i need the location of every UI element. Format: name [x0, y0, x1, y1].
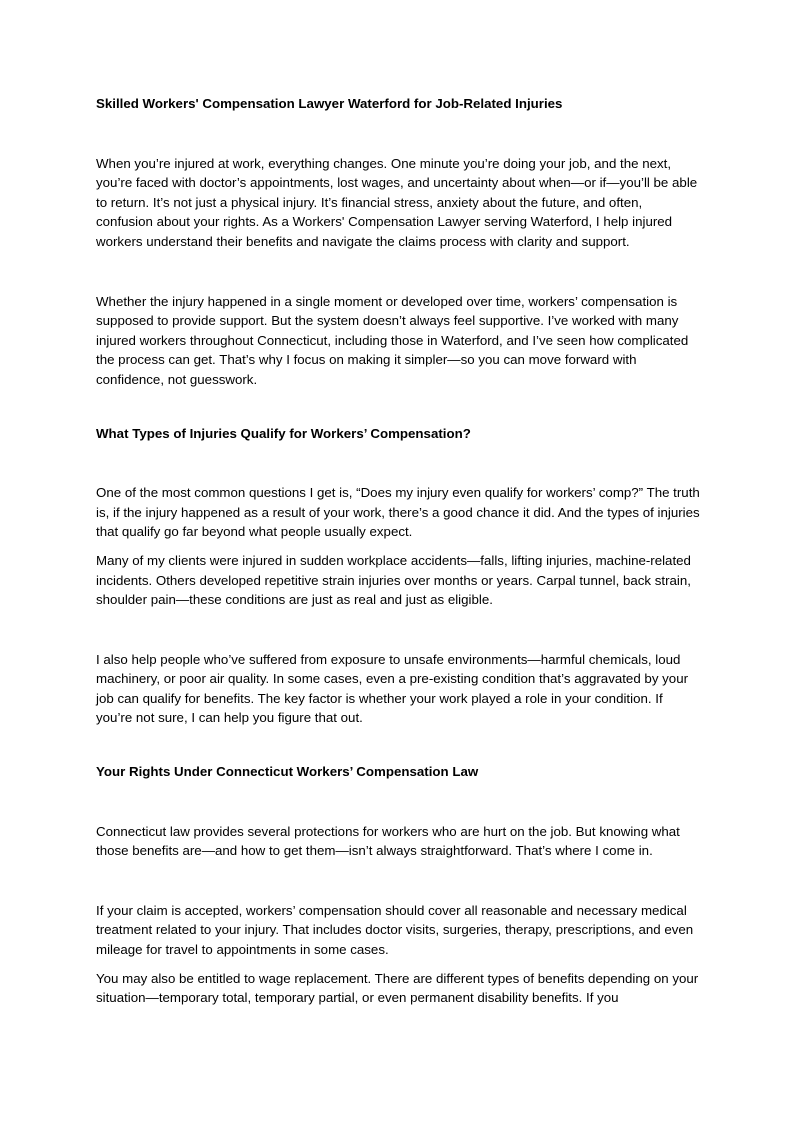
section1-paragraph-2: Many of my clients were injured in sudden workplace accidents—falls, lifting injuries, machine-related incidents. Others developed repetitive strain injuries over months or years. Carpal tunnel, back strain, shoulder pain—these conditions are just as real and just as eligible. — [96, 552, 691, 608]
section2-paragraph-3: You may also be entitled to wage replacement. There are different types of benefits depending on your situation—temporary total, temporary partial, or even permanent disability benefits. If you — [96, 970, 699, 1006]
intro-paragraph-2: Whether the injury happened in a single moment or developed over time, workers’ compensation is supposed to provide support. But the system doesn’t always feel supportive. I’ve worked with many injured workers throughout Connecticut, including those in Waterford, and I’ve seen how complicated the process can get. That’s why I focus on making it simpler—so you can move forward with confidence, not guesswork. — [96, 293, 689, 387]
section1-paragraph-1: One of the most common questions I get is, “Does my injury even qualify for workers’ comp?” The truth is, if the injury happened as a result of your work, there’s a good chance it did. And the types of injuries that qualify go far beyond what people usually expect. — [96, 485, 700, 540]
document-page — [96, 94, 701, 1008]
section-heading-injury-types: What Types of Injuries Qualify for Workers’ Compensation? — [96, 425, 471, 441]
section-heading-rights: Your Rights Under Connecticut Workers’ Compensation Law — [96, 764, 479, 780]
page-title: Skilled Workers' Compensation Lawyer Waterford for Job-Related Injuries — [96, 96, 563, 111]
section2-paragraph-1: Connecticut law provides several protections for workers who are hurt on the job. But knowing what those benefits are—and how to get them—isn’t always straightforward. That’s where I come in. — [96, 823, 680, 859]
section2-paragraph-2: If your claim is accepted, workers’ compensation should cover all reasonable and necessary medical treatment related to your injury. That includes doctor visits, surgeries, therapy, prescriptions, and even mileage for travel to appointments in some cases. — [96, 902, 694, 958]
section1-paragraph-3: I also help people who’ve suffered from exposure to unsafe environments—harmful chemicals, loud machinery, or poor air quality. In some cases, even a pre-existing condition that’s aggravated by your job can qualify for benefits. The key factor is whether your work played a role in your condition. If you’re not sure, I can help you figure that out. — [96, 651, 689, 726]
intro-paragraph-1: When you’re injured at work, everything changes. One minute you’re doing your job, and the next, you’re faced with doctor’s appointments, lost wages, and uncertainty about when—or if—you’ll be able to return. It’s not just a physical injury. It’s financial stress, anxiety about the future, and often, confusion about your rights. As a Workers' Compensation Lawyer serving Waterford, I help injured workers understand their benefits and navigate the claims process with clarity and support. — [96, 155, 698, 249]
